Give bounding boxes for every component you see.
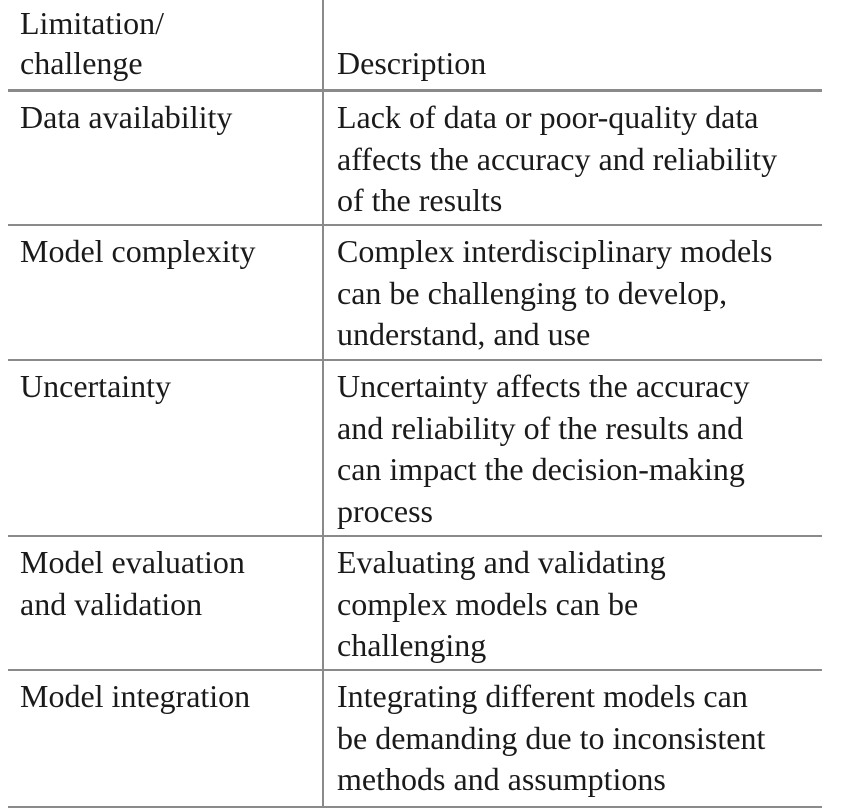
description-line: and reliability of the results and bbox=[337, 409, 744, 446]
description-line: methods and assumptions bbox=[337, 761, 666, 797]
description-line: challenging bbox=[337, 627, 487, 663]
limitation-line: Model integration bbox=[20, 678, 251, 714]
description-line: can be challenging to develop, bbox=[337, 274, 728, 311]
description-line: complex models can be bbox=[337, 585, 639, 622]
description-line: affects the accuracy and reliability bbox=[337, 140, 778, 177]
description-cell bbox=[324, 671, 822, 806]
description-cell bbox=[324, 226, 822, 359]
limitation-cell bbox=[8, 537, 324, 669]
limitations-table bbox=[8, 0, 822, 808]
limitation-line: Uncertainty bbox=[20, 368, 172, 404]
limitation-cell bbox=[8, 226, 324, 359]
description-line: process bbox=[337, 492, 433, 529]
description-line: can impact the decision-making bbox=[337, 451, 745, 487]
header-description bbox=[324, 0, 822, 89]
description-line: be demanding due to inconsistent bbox=[337, 719, 766, 756]
description-cell bbox=[324, 537, 822, 669]
limitation-line: Model complexity bbox=[20, 233, 256, 269]
limitation-line: and validation bbox=[20, 585, 203, 622]
header-col1-line: Limitation/ bbox=[20, 5, 164, 41]
table-row bbox=[8, 92, 822, 226]
limitation-cell bbox=[8, 671, 324, 806]
limitation-line: Model evaluation bbox=[20, 544, 245, 580]
description-line: understand, and use bbox=[337, 316, 591, 352]
description-line: Complex interdisciplinary models bbox=[337, 233, 773, 269]
limitation-cell bbox=[8, 92, 324, 224]
description-line: Uncertainty affects the accuracy bbox=[337, 368, 750, 404]
header-limitation-challenge bbox=[8, 0, 324, 89]
table-row bbox=[8, 361, 822, 537]
description-line: Lack of data or poor-quality data bbox=[337, 99, 759, 135]
description-line: Evaluating and validating bbox=[337, 544, 666, 580]
limitation-line: Data availability bbox=[20, 99, 233, 135]
header-col1-line: challenge bbox=[20, 45, 143, 81]
table-row bbox=[8, 671, 822, 808]
description-line: of the results bbox=[337, 182, 503, 218]
limitation-cell bbox=[8, 361, 324, 535]
table-row bbox=[8, 537, 822, 671]
description-cell bbox=[324, 361, 822, 535]
header-col2-label: Description bbox=[337, 45, 487, 81]
description-line: Integrating different models can bbox=[337, 678, 748, 714]
table-header-row bbox=[8, 0, 822, 92]
table-row bbox=[8, 226, 822, 361]
description-cell bbox=[324, 92, 822, 224]
